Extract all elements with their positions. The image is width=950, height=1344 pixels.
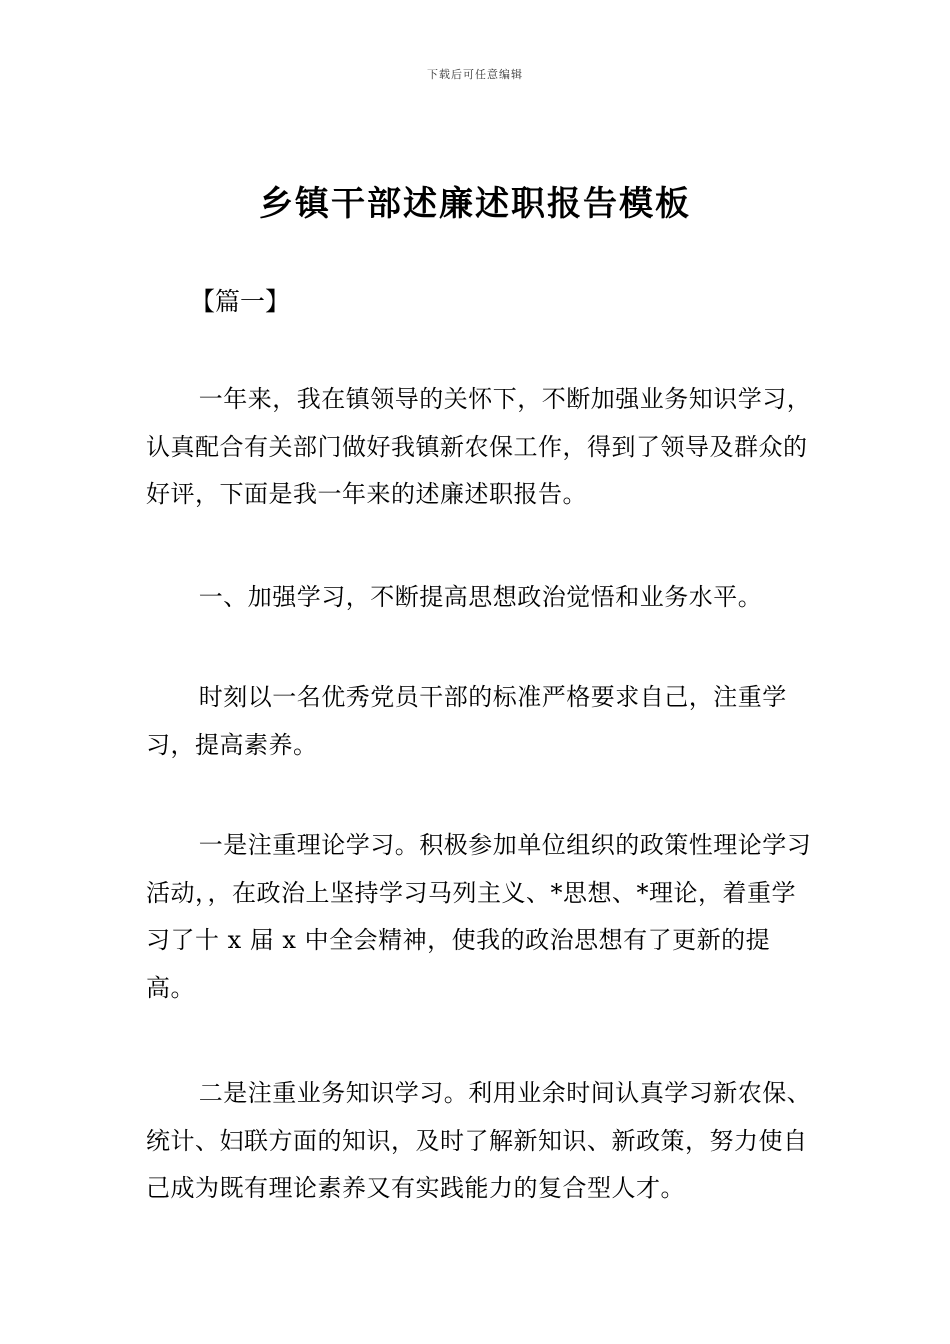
paragraph-intro: 一年来，我在镇领导的关怀下，不断加强业务知识学习，认真配合有关部门做好我镇新农保工作，得到了领导及群众的好评，下面是我一年来的述廉述职报告。 — [146, 385, 812, 508]
document-title: 乡镇干部述廉述职报告模板 — [259, 184, 691, 224]
paragraph-business-study: 二是注重业务知识学习。利用业余时间认真学习新农保、统计、妇联方面的知识，及时了解新知识、新政策，努力使自己成为既有理论素养又有实践能力的复合型人才。 — [146, 1079, 812, 1202]
paragraph-body: 时刻以一名优秀党员干部的标准严格要求自己，注重学习，提高素养。 — [146, 683, 787, 759]
header-note: 下载后可任意编辑 — [427, 68, 523, 81]
paragraph-theory-study: 一是注重理论学习。积极参加单位组织的政策性理论学习活动，，在政治上坚持学习马列主义、*思想、*理论，着重学习了十 x 届 x 中全会精神，使我的政治思想有了更新的提高。 — [146, 831, 812, 1002]
section-tag: 【篇一】 — [190, 287, 291, 316]
paragraph-heading-1: 一、加强学习，不断提高思想政治觉悟和业务水平。 — [198, 583, 763, 611]
